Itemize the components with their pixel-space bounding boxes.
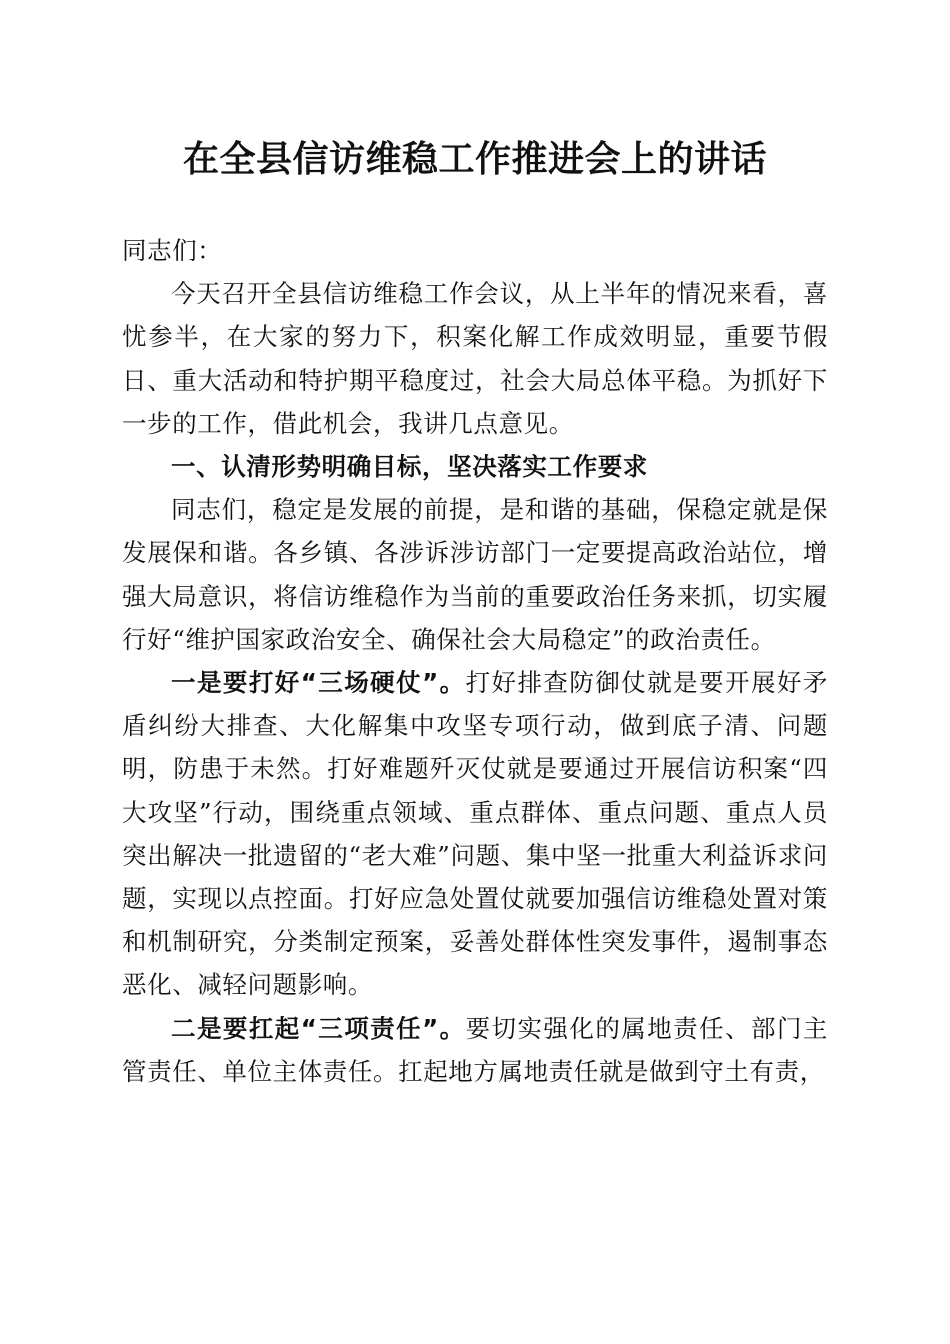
paragraph-three-battles [122,661,828,1007]
paragraph-body: 打好排查防御仗就是要开展好矛盾纠纷大排查、大化解集中攻坚专项行动，做到底子清、问题明，防患于未然。打好难题歼灭仗就是要通过开展信访积案“四大攻坚”行动，围绕重点领域、重点群体、重点问题、重点人员突出解决一批遗留的“老大难”问题、集中坚一批重大利益诉求问题，实现以点控面。打好应急处置仗就要加强信访维稳处置对策和机制研究，分类制定预案，妥善处群体性突发事件，遏制事态恶化、减轻问题影响。 [122,668,828,1000]
salutation: 同志们： [122,236,223,265]
document-title: 在全县信访维稳工作推进会上的讲话 [182,139,767,180]
paragraph-lead: 一是要打好“三场硬仗”。 [171,668,466,698]
paragraph-body: 要切实强化的属地责任、部门主管责任、单位主体责任。扛起地方属地责任就是做到守土有责， [122,1013,828,1086]
paragraph-intro: 今天召开全县信访维稳工作会议，从上半年的情况来看，喜忧参半，在大家的努力下，积案化解工作成效明显，重要节假日、重大活动和特护期平稳度过，社会大局总体平稳。为抓好下一步的工作，借此机会，我讲几点意见。 [122,279,828,438]
paragraph-three-responsibilities [122,1007,828,1093]
section-heading-1: 一、认清形势明确目标，坚决落实工作要求 [171,452,648,482]
paragraph-stability: 同志们，稳定是发展的前提，是和谐的基础，保稳定就是保发展保和谐。各乡镇、各涉诉涉访部门一定要提高政治站位，增强大局意识，将信访维稳作为当前的重要政治任务来抓，切实履行好“维护国家政治安全、确保社会大局稳定”的政治责任。 [122,495,828,654]
document-body [122,229,828,1093]
paragraph-lead: 二是要扛起“三项责任”。 [171,1013,466,1043]
